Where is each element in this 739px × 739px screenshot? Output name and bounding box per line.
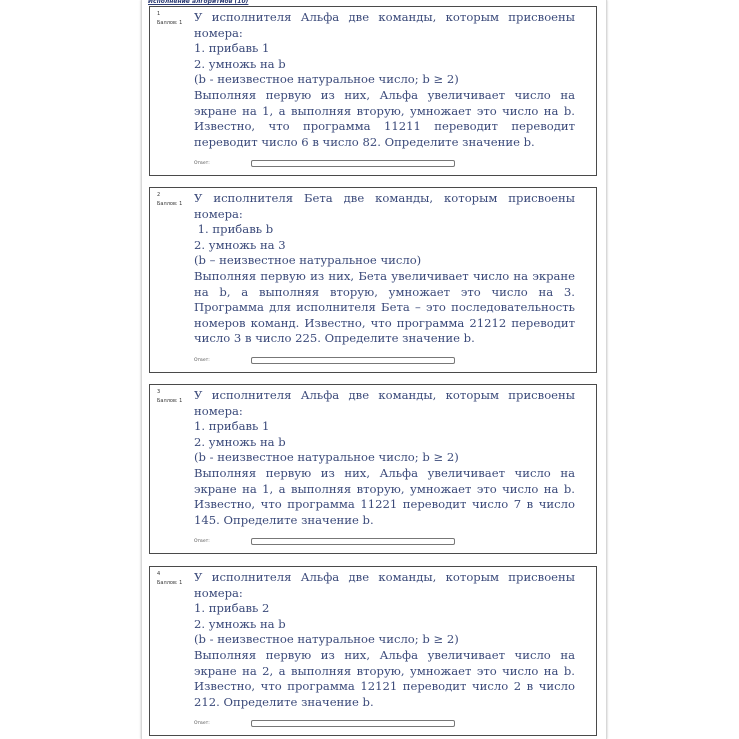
task-line: 1. прибавь 1	[194, 41, 270, 56]
task-text	[194, 388, 575, 528]
task-line: 2. умножь на b	[194, 56, 286, 71]
task-number: 1	[157, 11, 161, 17]
task-line: номера:	[194, 206, 243, 221]
answer-label: Ответ:	[194, 161, 210, 166]
task-card-1	[149, 6, 597, 176]
task-card-3	[149, 384, 597, 554]
task-line: 2. умножь на b	[194, 434, 286, 449]
task-line: на b, а выполняя вторую, умножает это число на 3.	[194, 284, 575, 299]
task-line: Известно, что программа 12121 переводит число 2 в число	[194, 679, 575, 694]
task-line: 1. прибавь b	[194, 222, 274, 237]
task-line: номеров команд. Известно, что программа 21212 переводит	[194, 315, 575, 330]
task-line: Программа для исполнителя Бета – это последовательность	[194, 300, 575, 315]
task-meta	[157, 192, 182, 208]
task-line: 1. прибавь 1	[194, 419, 270, 434]
answer-input[interactable]	[251, 720, 455, 727]
task-line: У исполнителя Бета две команды, которым присвоены	[194, 191, 575, 205]
worksheet-page	[141, 0, 607, 739]
task-line: номера:	[194, 25, 243, 40]
answer-input[interactable]	[251, 357, 455, 364]
task-line: У исполнителя Альфа две команды, которым присвоены	[194, 570, 575, 584]
task-line: 212. Определите значение b.	[194, 694, 374, 709]
task-line: У исполнителя Альфа две команды, которым присвоены	[194, 10, 575, 24]
task-line: Выполняя первую из них, Альфа увеличивает число на	[194, 465, 575, 480]
task-card-2	[149, 187, 597, 373]
answer-label: Ответ:	[194, 358, 210, 363]
task-score: Баллов: 1	[157, 201, 183, 207]
task-meta	[157, 571, 182, 587]
task-text	[194, 191, 575, 347]
task-line: 2. умножь на b	[194, 616, 286, 631]
task-line: переводит число 6 в число 82. Определите значение b.	[194, 134, 535, 149]
task-line: 145. Определите значение b.	[194, 512, 374, 527]
task-line: (b - неизвестное натуральное число; b ≥ 2)	[194, 450, 459, 465]
task-text	[194, 10, 575, 150]
answer-label: Ответ:	[194, 721, 210, 726]
task-line: число 3 в число 225. Определите значение b.	[194, 331, 475, 346]
task-text	[194, 570, 575, 710]
task-card-4	[149, 566, 597, 736]
task-meta	[157, 389, 182, 405]
task-score: Баллов: 1	[157, 20, 183, 26]
task-line: экране на 1, а выполняя вторую, умножает это число на b.	[194, 103, 575, 118]
task-line: У исполнителя Альфа две команды, которым присвоены	[194, 388, 575, 402]
task-line: экране на 2, а выполняя вторую, умножает это число на b.	[194, 663, 575, 678]
task-line: Выполняя первую из них, Бета увеличивает число на экране	[194, 268, 575, 283]
task-line: номера:	[194, 403, 243, 418]
task-line: Выполняя первую из них, Альфа увеличивает число на	[194, 87, 575, 102]
task-line: 2. умножь на 3	[194, 237, 286, 252]
task-line: номера:	[194, 585, 243, 600]
task-line: экране на 1, а выполняя вторую, умножает это число на b.	[194, 481, 575, 496]
task-number: 3	[157, 389, 161, 395]
task-score: Баллов: 1	[157, 398, 183, 404]
answer-input[interactable]	[251, 160, 455, 167]
task-meta	[157, 11, 182, 27]
answer-input[interactable]	[251, 538, 455, 545]
answer-label: Ответ:	[194, 539, 210, 544]
task-number: 2	[157, 192, 161, 198]
task-line: (b – неизвестное натуральное число)	[194, 253, 422, 268]
task-line: Известно, что программа 11221 переводит число 7 в число	[194, 497, 575, 512]
task-line: (b - неизвестное натуральное число; b ≥ 2)	[194, 72, 459, 87]
task-line: Выполняя первую из них, Альфа увеличивает число на	[194, 647, 575, 662]
task-score: Баллов: 1	[157, 580, 183, 586]
section-header: Исполнение алгоритмов (10)	[148, 0, 249, 5]
task-line: (b - неизвестное натуральное число; b ≥ 2)	[194, 632, 459, 647]
task-line: Известно, что программа 11211 переводит переводит	[194, 119, 575, 134]
task-number: 4	[157, 571, 161, 577]
task-line: 1. прибавь 2	[194, 601, 270, 616]
